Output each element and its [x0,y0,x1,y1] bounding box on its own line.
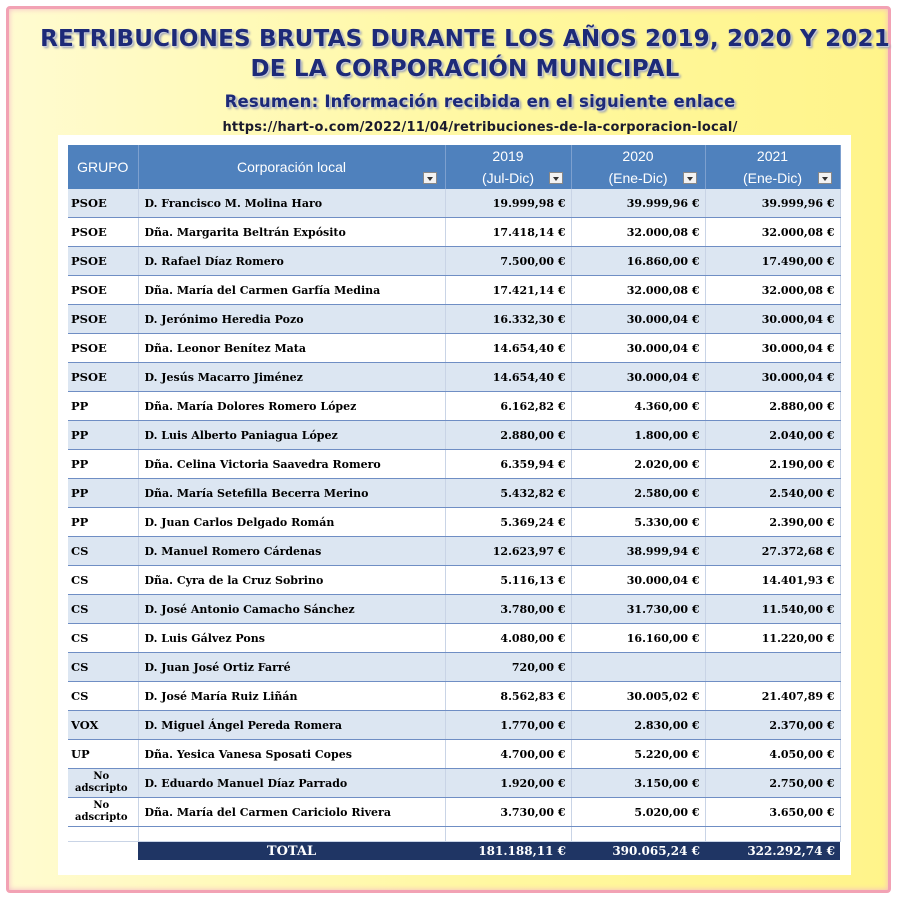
name-cell: Dña. Leonor Benítez Mata [138,334,445,363]
amount-2021-cell: 27.372,68 € [705,537,840,566]
group-cell: No adscripto [68,798,138,827]
amount-2021-cell: 32.000,08 € [705,218,840,247]
title-line-1: RETRIBUCIONES BRUTAS DURANTE LOS AÑOS 2019, 2020 Y 2021 [40,26,890,52]
amount-2019-cell: 14.654,40 € [445,334,571,363]
amount-2020-cell: 39.999,96 € [571,189,705,218]
amount-2021-cell: 2.190,00 € [705,450,840,479]
column-header-2020 [571,145,705,189]
group-cell: No adscripto [68,769,138,798]
table-row [68,566,840,595]
amount-2021-cell: 30.000,04 € [705,305,840,334]
amount-2019-cell: 7.500,00 € [445,247,571,276]
amount-2019-cell: 3.730,00 € [445,798,571,827]
table-row [68,189,840,218]
table-row [68,276,840,305]
amount-2019-cell: 6.162,82 € [445,392,571,421]
filter-dropdown-icon[interactable] [683,172,697,184]
group-cell: CS [68,537,138,566]
group-cell: PP [68,450,138,479]
table-row [68,334,840,363]
name-cell: Dña. Margarita Beltrán Expósito [138,218,445,247]
amount-2019-cell: 2.880,00 € [445,421,571,450]
name-cell: D. Jerónimo Heredia Pozo [138,305,445,334]
group-cell: PP [68,508,138,537]
table-row [68,711,840,740]
amount-2019-cell: 14.654,40 € [445,363,571,392]
group-cell: PSOE [68,189,138,218]
column-header-sublabel: (Ene-Dic) [608,170,668,186]
table-row [68,508,840,537]
table-cell [138,827,445,842]
name-cell: Dña. María del Carmen Cariciolo Rivera [138,798,445,827]
name-cell: Dña. Celina Victoria Saavedra Romero [138,450,445,479]
amount-2020-cell: 2.830,00 € [571,711,705,740]
amount-2021-cell: 3.650,00 € [705,798,840,827]
amount-2020-cell: 38.999,94 € [571,537,705,566]
name-cell: Dña. Cyra de la Cruz Sobrino [138,566,445,595]
amount-2020-cell: 30.000,04 € [571,334,705,363]
amount-2019-cell: 19.999,98 € [445,189,571,218]
filter-dropdown-icon[interactable] [818,172,832,184]
table-cell [445,827,571,842]
amount-2019-cell: 4.080,00 € [445,624,571,653]
group-cell: CS [68,624,138,653]
amount-2021-cell: 32.000,08 € [705,276,840,305]
name-cell: D. Juan José Ortiz Farré [138,653,445,682]
group-cell: PP [68,421,138,450]
amount-2020-cell: 32.000,08 € [571,276,705,305]
amount-2020-cell: 30.000,04 € [571,363,705,392]
group-cell: CS [68,682,138,711]
name-cell: D. José María Ruiz Liñán [138,682,445,711]
group-cell: PSOE [68,334,138,363]
column-header-label: Corporación local [237,159,346,175]
amount-2019-cell: 5.432,82 € [445,479,571,508]
group-cell: PSOE [68,305,138,334]
amount-2020-cell: 5.020,00 € [571,798,705,827]
amount-2020-cell [571,653,705,682]
table-row [68,392,840,421]
name-cell: Dña. María Dolores Romero López [138,392,445,421]
amount-2019-cell: 1.920,00 € [445,769,571,798]
amount-2021-cell [705,653,840,682]
amount-2020-cell: 4.360,00 € [571,392,705,421]
column-header-grupo [68,145,138,189]
table-body [68,189,840,860]
total-label: TOTAL [138,842,445,861]
name-cell: D. Luis Alberto Paniagua López [138,421,445,450]
group-cell: PSOE [68,247,138,276]
amount-2019-cell: 16.332,30 € [445,305,571,334]
amount-2019-cell: 8.562,83 € [445,682,571,711]
amount-2021-cell: 14.401,93 € [705,566,840,595]
group-cell: CS [68,595,138,624]
column-header-corporacion [138,145,445,189]
amount-2020-cell: 30.005,02 € [571,682,705,711]
amount-2021-cell: 11.540,00 € [705,595,840,624]
name-cell: D. Rafael Díaz Romero [138,247,445,276]
group-cell: CS [68,653,138,682]
group-cell: PSOE [68,363,138,392]
name-cell: D. José Antonio Camacho Sánchez [138,595,445,624]
amount-2019-cell: 1.770,00 € [445,711,571,740]
table-row [68,247,840,276]
group-cell: CS [68,566,138,595]
table-row [68,682,840,711]
total-row [68,842,840,861]
amount-2020-cell: 5.330,00 € [571,508,705,537]
amount-2021-cell: 39.999,96 € [705,189,840,218]
amount-2019-cell: 5.369,24 € [445,508,571,537]
amount-2021-cell: 2.370,00 € [705,711,840,740]
column-header-label: GRUPO [77,159,129,175]
amount-2021-cell: 2.750,00 € [705,769,840,798]
amount-2021-cell: 17.490,00 € [705,247,840,276]
table-row [68,537,840,566]
amount-2020-cell: 30.000,04 € [571,566,705,595]
amount-2019-cell: 6.359,94 € [445,450,571,479]
name-cell: D. Juan Carlos Delgado Román [138,508,445,537]
table-row [68,798,840,827]
total-2020: 390.065,24 € [571,842,705,861]
amount-2019-cell: 4.700,00 € [445,740,571,769]
header-row [68,145,840,189]
name-cell: D. Jesús Macarro Jiménez [138,363,445,392]
title-line-2: DE LA CORPORACIÓN MUNICIPAL [250,56,680,82]
amount-2020-cell: 16.160,00 € [571,624,705,653]
amount-2019-cell: 720,00 € [445,653,571,682]
amount-2021-cell: 11.220,00 € [705,624,840,653]
total-2021: 322.292,74 € [705,842,840,861]
table-row [68,624,840,653]
table-cell [68,827,138,842]
group-cell: PSOE [68,218,138,247]
table-cell [571,827,705,842]
name-cell: Dña. María Setefilla Becerra Merino [138,479,445,508]
group-cell: PP [68,479,138,508]
table-row [68,218,840,247]
column-header-sublabel: (Ene-Dic) [742,170,803,186]
amount-2020-cell: 3.150,00 € [571,769,705,798]
group-cell: PP [68,392,138,421]
amount-2021-cell: 4.050,00 € [705,740,840,769]
name-cell: D. Luis Gálvez Pons [138,624,445,653]
amount-2019-cell: 5.116,13 € [445,566,571,595]
amount-2019-cell: 17.421,14 € [445,276,571,305]
blank-row [68,827,840,842]
filter-dropdown-icon[interactable] [549,172,563,184]
column-header-label: 2020 [622,148,654,164]
amount-2020-cell: 32.000,08 € [571,218,705,247]
name-cell: D. Eduardo Manuel Díaz Parrado [138,769,445,798]
table-row [68,769,840,798]
column-header-sublabel: (Jul-Dic) [481,170,535,186]
name-cell: D. Francisco M. Molina Haro [138,189,445,218]
table-row [68,421,840,450]
table-row [68,595,840,624]
amount-2021-cell: 2.390,00 € [705,508,840,537]
amount-2021-cell: 2.880,00 € [705,392,840,421]
name-cell: D. Manuel Romero Cárdenas [138,537,445,566]
group-cell: PSOE [68,276,138,305]
amount-2020-cell: 30.000,04 € [571,305,705,334]
amount-2019-cell: 17.418,14 € [445,218,571,247]
amount-2019-cell: 12.623,97 € [445,537,571,566]
table-row [68,450,840,479]
amount-2019-cell: 3.780,00 € [445,595,571,624]
amount-2020-cell: 5.220,00 € [571,740,705,769]
name-cell: Dña. Yesica Vanesa Sposati Copes [138,740,445,769]
group-cell: VOX [68,711,138,740]
total-spacer-cell [68,842,138,861]
column-header-2021 [705,145,840,189]
amount-2020-cell: 2.580,00 € [571,479,705,508]
table-row [68,305,840,334]
amount-2021-cell: 30.000,04 € [705,363,840,392]
name-cell: Dña. María del Carmen Garfía Medina [138,276,445,305]
filter-dropdown-icon[interactable] [423,172,437,184]
total-2019: 181.188,11 € [445,842,571,861]
spreadsheet [58,135,851,875]
column-header-2019 [445,145,571,189]
column-header-label: 2019 [492,148,524,164]
source-link[interactable]: https://hart-o.com/2022/11/04/retribuciones-de-la-corporacion-local/ [222,120,738,135]
group-cell: UP [68,740,138,769]
table-row [68,653,840,682]
table-row [68,363,840,392]
amount-2021-cell: 21.407,89 € [705,682,840,711]
amount-2020-cell: 31.730,00 € [571,595,705,624]
summary-text: Resumen: Información recibida en el siguiente enlace [224,92,736,111]
amount-2021-cell: 30.000,04 € [705,334,840,363]
name-cell: D. Miguel Ángel Pereda Romera [138,711,445,740]
amount-2021-cell: 2.040,00 € [705,421,840,450]
amount-2020-cell: 16.860,00 € [571,247,705,276]
salaries-table [68,145,841,860]
table-row [68,479,840,508]
amount-2020-cell: 2.020,00 € [571,450,705,479]
amount-2020-cell: 1.800,00 € [571,421,705,450]
column-header-label: 2021 [756,148,789,164]
table-cell [705,827,840,842]
amount-2021-cell: 2.540,00 € [705,479,840,508]
table-row [68,740,840,769]
